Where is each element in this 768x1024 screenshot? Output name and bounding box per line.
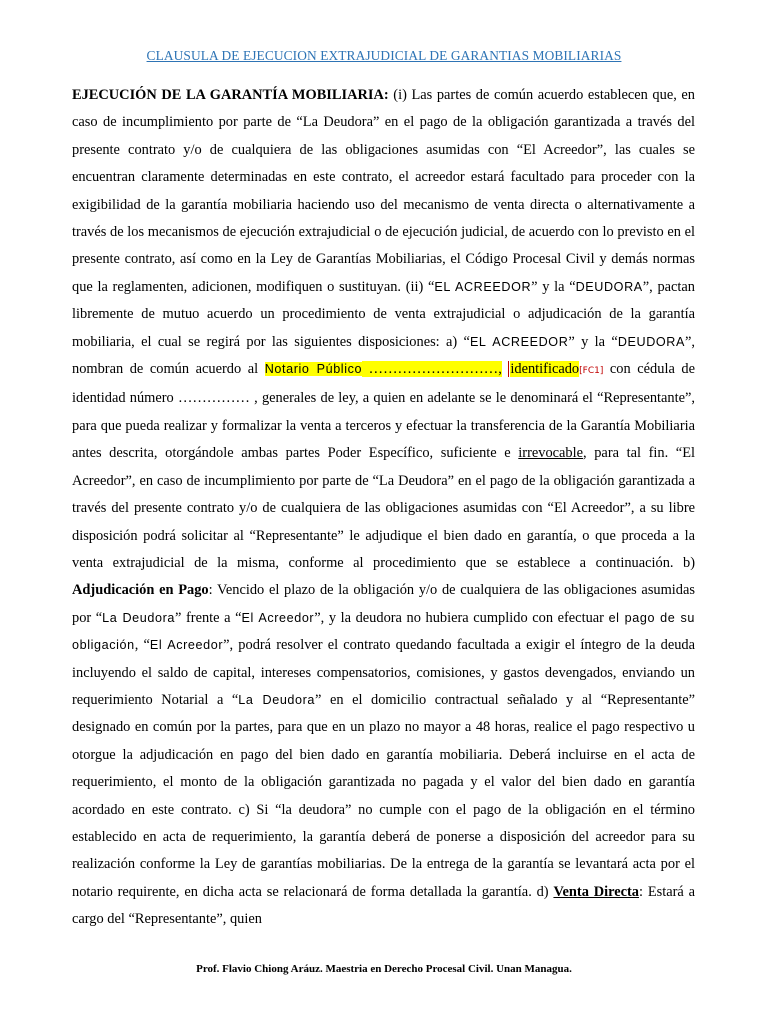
party-acreedor: EL ACREEDOR (469, 334, 569, 349)
text-segment: ” frente a “ (175, 609, 242, 626)
party-la-deudora: La Deudora (238, 692, 316, 707)
party-deudora: DEUDORA (575, 279, 643, 294)
text-segment: ”, y la deudora no hubiera cumplido con efectuar (314, 609, 609, 626)
highlighted-blank: ………………………, (362, 361, 502, 378)
text-segment: ” y la “ (531, 278, 576, 295)
party-la-deudora: La Deudora (102, 610, 175, 625)
party-el-acreedor: El Acreedor (241, 610, 315, 625)
text-segment: con cédula de identidad número …………… , generales de ley, a quien en adelante se le denominará el “Representante”, para que pueda realizar y formalizar la venta a terceros y efectuar la transferencia de la Garantía Mobiliaria antes descrita, otorgándole ambas partes Poder Específico, suficiente e (72, 361, 695, 462)
payment-phrase: el pago de su obligación (72, 610, 695, 653)
party-acreedor: EL ACREEDOR (434, 279, 532, 294)
text-segment: ” en el domicilio contractual señalado y al “Representante” designado en común por la partes, para que en un plazo no mayor a 48 horas, realice el pago respectivo u otorgue la adjudicación en pago del bien dado en garantía mobiliaria. Deberá incluirse en el acta de requerimiento, el monto de la obligación garantizada no pagada y el valor del bien dado en garantía acordado en este contrato. c) Si “la deudora” no cumple con el pago de la obligación en el término establecido en acta de requerimiento, la garantía deberá de ponerse a disposición del acreedor para su realización conforme la Ley de garantías mobiliarias. De la entrega de la garantía se levantará acta por el notario requirente, en dicha acta se relacionará de forma detallada la garantía. d) (72, 691, 695, 900)
text-segment: : Vencido el plazo de la obligación y/o de cualquiera de las obligaciones asumidas por “ (72, 582, 695, 626)
text-segment: ” y la “ (568, 333, 618, 350)
highlighted-notario: Notario Público (264, 362, 363, 377)
subheading-venta-directa: Venta Directa (553, 883, 639, 900)
text-segment: ”, podrá resolver el contrato quedando facultada a exigir el íntegro de la deuda incluyendo el saldo de capital, intereses compensatorios, comisiones, y gastos devengados, enviando un requerimiento Notarial a “ (72, 637, 696, 708)
text-segment: , para tal fin. “El Acreedor”, en caso de incumplimiento por parte de “La Deudora” en el pago de la obligación garantizada a través del presente contrato y/o de cualquiera de las obligaciones asumidas con “El Acreedor”, a su libre disposición podrá solicitar al “Representante” le adjudique el bien dado en garantía, o que proceda a la venta extrajudicial de la misma, conforme al procedimiento que se establece a continuación. b) (72, 445, 695, 571)
comment-tag[interactable]: [FC1] (579, 366, 604, 377)
party-deudora: DEUDORA (617, 334, 685, 349)
party-el-acreedor: El Acreedor (149, 638, 224, 653)
text-segment: , “ (134, 637, 150, 654)
text-segment: ”, nombran de común acuerdo al (72, 333, 695, 378)
text-segment: : Estará a cargo del “Representante”, quien (72, 883, 695, 928)
text-segment: ”, pactan libremente de mutuo acuerdo un procedimiento de venta extrajudicial o adjudicación de la garantía mobiliaria, el cual se regirá por las siguientes disposiciones: a) “ (72, 278, 696, 350)
clause-body (72, 82, 695, 934)
underlined-irrevocable: irrevocable (518, 445, 584, 462)
highlighted-identificado: identificado (510, 361, 580, 378)
page-footer: Prof. Flavio Chiong Aráuz. Maestria en Derecho Procesal Civil. Unan Managua. (196, 963, 572, 975)
document-title: CLAUSULA DE EJECUCION EXTRAJUDICIAL DE GARANTIAS MOBILIARIAS (146, 48, 622, 63)
text-segment: (i) Las partes de común acuerdo establecen que, en caso de incumplimiento por parte de “La Deudora” en el pago de la obligación garantizada a través del presente contrato y/o de cualquiera de las obligaciones asumidas con “El Acreedor”, las cuales se encuentran claramente determinadas en este contrato, el acreedor estará facultado para proceder con la exigibilidad de la garantía mobiliaria haciendo uso del mecanismo de venta directa o alternativamente a través de los mecanismos de ejecución extrajudicial o de ejecución judicial, de acuerdo con lo previsto en el presente contrato, así como en la Ley de Garantías Mobiliarias, el Código Procesal Civil y demás normas que la reglamenten, adicionen, modifiquen o sustituyan. (ii) “ (72, 87, 695, 295)
clause-heading: EJECUCIÓN DE LA GARANTÍA MOBILIARIA: (72, 87, 389, 103)
subheading-adjudicacion: Adjudicación en Pago (72, 582, 209, 599)
revision-marker (508, 361, 603, 377)
